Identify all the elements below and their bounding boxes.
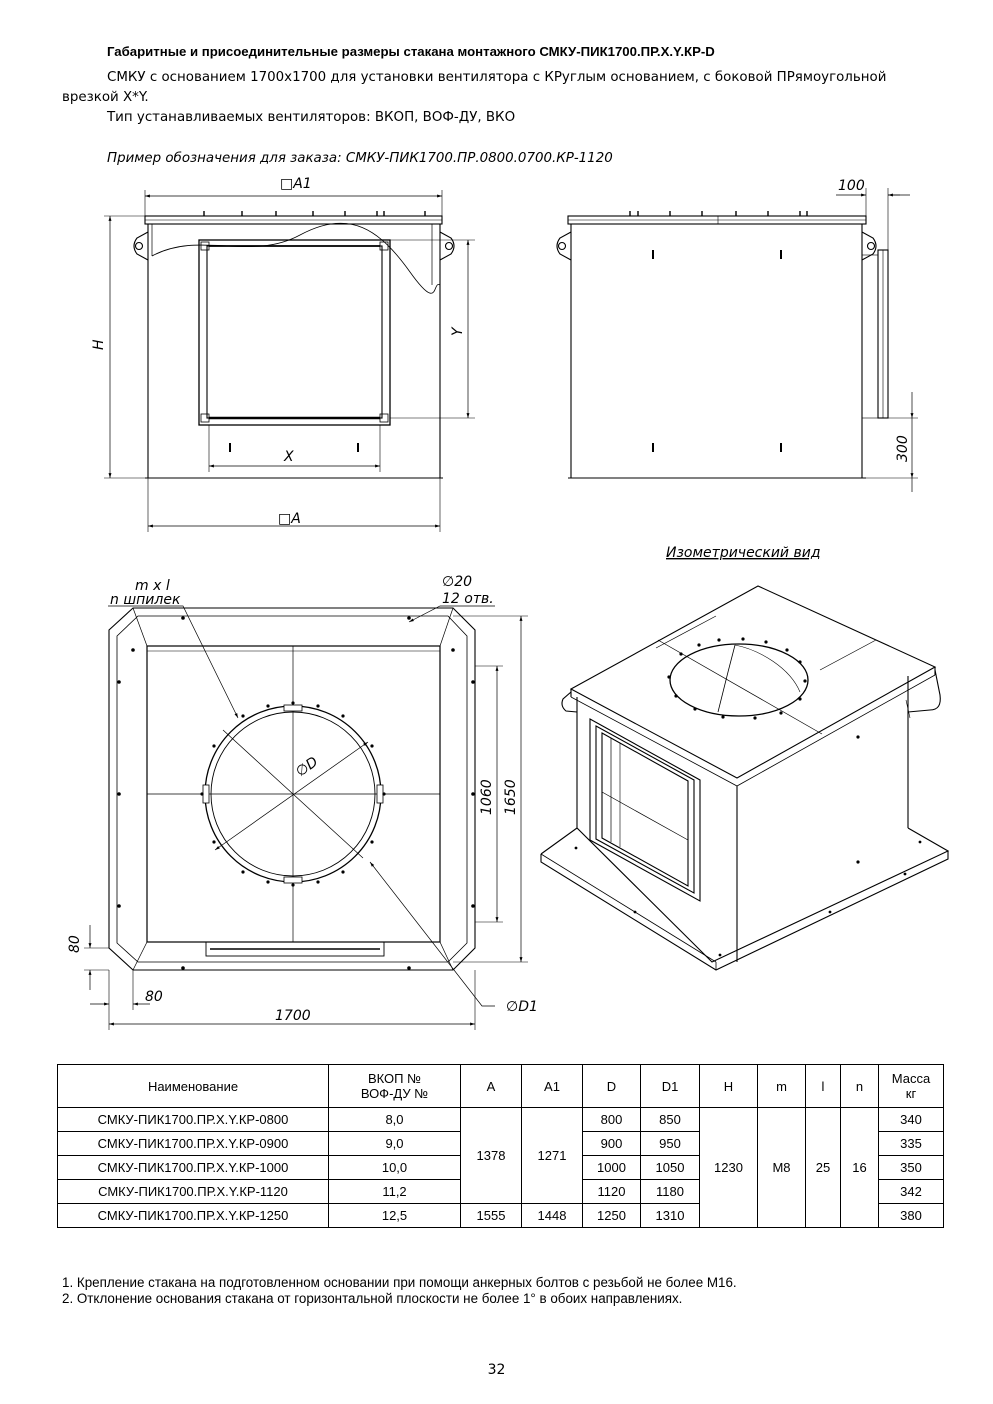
document-title: Габаритные и присоединительные размеры стакана монтажного СМКУ-ПИК1700.ПР.X.Y.КР-D (107, 44, 715, 59)
dim-d1-label: ∅D1 (506, 999, 538, 1015)
fan-types-line: Тип устанавливаемых вентиляторов: ВКОП, ВОФ-ДУ, ВКО (107, 110, 516, 125)
note-item: 1. Крепление стакана на подготовленном основании при помощи анкерных болтов с резьбой не более М16. (62, 1275, 737, 1290)
holes-label-line2: 12 отв. (442, 591, 494, 607)
isometric-view (541, 586, 948, 970)
cell-vkop: 8,0 (329, 1108, 461, 1132)
cell-vkop: 11,2 (329, 1180, 461, 1204)
col-header-l: l (806, 1065, 841, 1108)
cell-a1: 1448 (522, 1204, 583, 1228)
cell-a1-merged: 1271 (522, 1108, 583, 1204)
col-header-a1: A1 (522, 1065, 583, 1108)
dim-y-label: Y (450, 327, 466, 336)
cell-h-merged: 1230 (700, 1108, 758, 1228)
cell-mass: 335 (879, 1132, 944, 1156)
cell-d1: 1180 (641, 1180, 700, 1204)
cell-d: 1250 (583, 1204, 641, 1228)
cell-d1: 950 (641, 1132, 700, 1156)
studs-label-line2: n шпилек (110, 592, 181, 608)
cell-d1: 1310 (641, 1204, 700, 1228)
dim-300-label: 300 (895, 435, 911, 462)
col-header-a: A (461, 1065, 522, 1108)
col-header-vkop (329, 1065, 461, 1108)
cell-mass: 340 (879, 1108, 944, 1132)
cell-name: СМКУ-ПИК1700.ПР.X.Y.КР-1120 (58, 1180, 329, 1204)
order-example: Пример обозначения для заказа: СМКУ-ПИК1700.ПР.0800.0700.КР-1120 (107, 151, 613, 166)
side-view (557, 188, 918, 492)
dim-a1-label: □A1 (280, 176, 312, 192)
cell-d: 1120 (583, 1180, 641, 1204)
page-number: 32 (487, 1362, 506, 1378)
cell-l-merged: 25 (806, 1108, 841, 1228)
dim-80-left-label: 80 (67, 935, 83, 953)
col-header-name: Наименование (58, 1065, 329, 1108)
plan-view (84, 606, 528, 1030)
cell-d: 800 (583, 1108, 641, 1132)
cell-name: СМКУ-ПИК1700.ПР.X.Y.КР-0800 (58, 1108, 329, 1132)
cell-name: СМКУ-ПИК1700.ПР.X.Y.КР-1250 (58, 1204, 329, 1228)
col-header-vkop-line1: ВКОП № (367, 1071, 422, 1086)
dim-1650-label: 1650 (503, 779, 519, 815)
col-header-h: H (700, 1065, 758, 1108)
dim-100-label: 100 (838, 178, 865, 194)
dim-d-label: ∅D (293, 753, 322, 781)
notes-block (62, 1275, 942, 1307)
col-header-m: m (758, 1065, 806, 1108)
dim-1060-label: 1060 (479, 779, 495, 815)
note-item: 2. Отклонение основания стакана от горизонтальной плоскости не более 1° в обоих направлениях. (62, 1291, 683, 1306)
document-description: СМКУ с основанием 1700х1700 для установки вентилятора с КРуглым основанием, с боковой ПРямоугольной врезкой X*Y. (62, 70, 887, 105)
cell-name: СМКУ-ПИК1700.ПР.X.Y.КР-1000 (58, 1156, 329, 1180)
table-row (58, 1108, 944, 1132)
holes-label-line1: ∅20 (442, 574, 473, 590)
col-header-mass-line1: Масса (891, 1071, 931, 1086)
cell-a-merged: 1378 (461, 1108, 522, 1204)
dim-a-label: □A (278, 511, 301, 527)
cell-d: 900 (583, 1132, 641, 1156)
dim-x-label: X (284, 449, 294, 465)
cell-d: 1000 (583, 1156, 641, 1180)
col-header-n: n (841, 1065, 879, 1108)
cell-vkop: 12,5 (329, 1204, 461, 1228)
col-header-mass-line2: кг (905, 1086, 917, 1101)
col-header-mass (879, 1065, 944, 1108)
cell-vkop: 9,0 (329, 1132, 461, 1156)
table-header-row (58, 1065, 944, 1108)
iso-view-label: Изометрический вид (666, 545, 821, 561)
col-header-d1: D1 (641, 1065, 700, 1108)
cell-mass: 380 (879, 1204, 944, 1228)
cell-mass: 350 (879, 1156, 944, 1180)
cell-d1: 850 (641, 1108, 700, 1132)
cell-m-merged: M8 (758, 1108, 806, 1228)
spec-table (57, 1064, 944, 1228)
cell-d1: 1050 (641, 1156, 700, 1180)
cell-n-merged: 16 (841, 1108, 879, 1228)
studs-label-line1: m x l (135, 578, 170, 594)
cell-name: СМКУ-ПИК1700.ПР.X.Y.КР-0900 (58, 1132, 329, 1156)
front-view (104, 190, 475, 532)
col-header-d: D (583, 1065, 641, 1108)
cell-a: 1555 (461, 1204, 522, 1228)
col-header-vkop-line2: ВОФ-ДУ № (360, 1086, 429, 1101)
dim-80-bottom-label: 80 (145, 989, 163, 1005)
cell-vkop: 10,0 (329, 1156, 461, 1180)
dim-1700-label: 1700 (275, 1008, 311, 1024)
cell-mass: 342 (879, 1180, 944, 1204)
dim-h-label: H (91, 339, 107, 350)
